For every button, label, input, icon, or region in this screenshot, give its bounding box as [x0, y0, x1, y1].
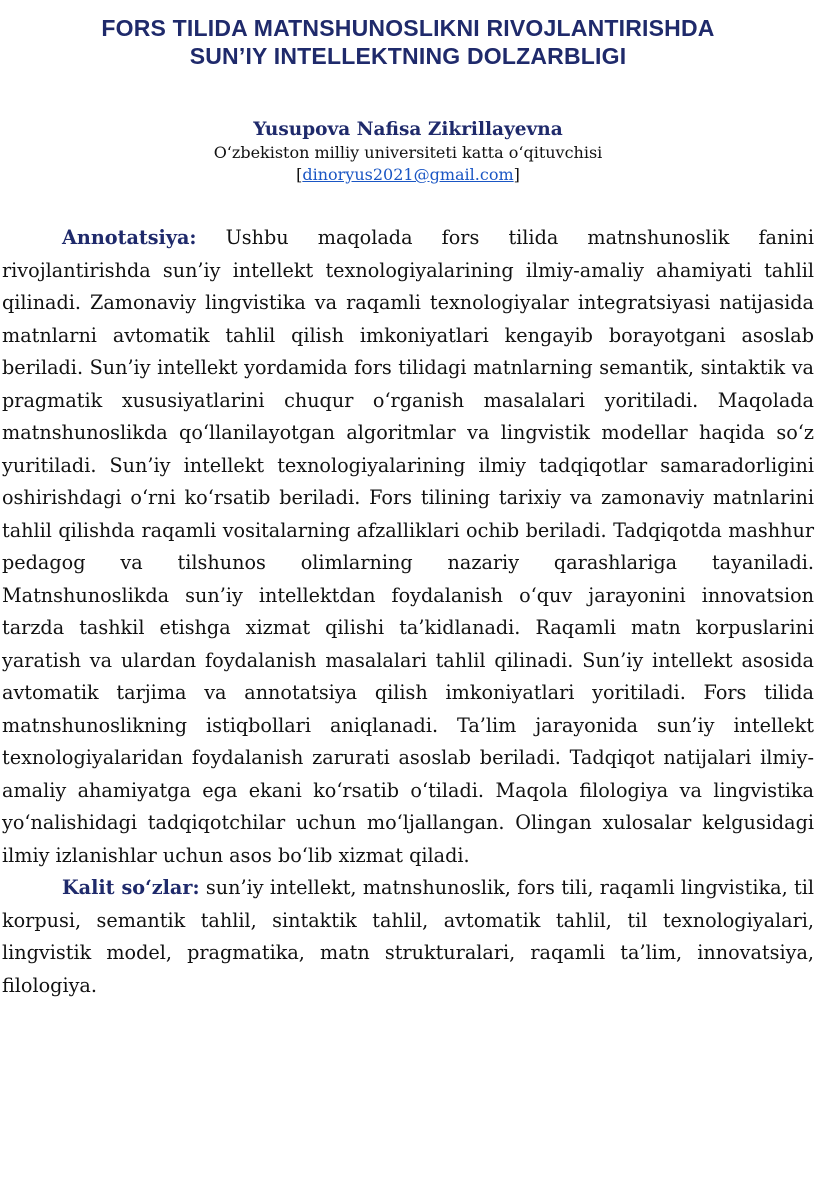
keywords-label: Kalit so‘zlar: [62, 876, 200, 899]
paper-title [2, 14, 814, 70]
email-close-bracket: ] [513, 165, 520, 184]
keywords-paragraph [2, 872, 814, 1002]
title-line-1: FORS TILIDA MATNSHUNOSLIKNI RIVOJLANTIRISHDA [101, 15, 715, 41]
keywords-text: sun’iy intellekt, matnshunoslik, fors tili, raqamli lingvistika, til korpusi, semantik tahlil, sintaktik tahlil, avtomatik tahlil, til texnologiyalari, lingvistik model, pragmatika, matn strukturalari, raqamli ta’lim, innovatsiya, filologiya. [2, 876, 814, 997]
author-email-line [2, 164, 814, 186]
abstract-label: Annotatsiya: [62, 226, 197, 249]
author-affiliation: O‘zbekiston milliy universiteti katta o‘qituvchisi [213, 143, 603, 162]
abstract-paragraph [2, 222, 814, 872]
abstract-text: Ushbu maqolada fors tilida matnshunoslik fanini rivojlantirishda sun’iy intellekt texnologiyalarining ilmiy-amaliy ahamiyati tahlil qilinadi. Zamonaviy lingvistika va raqamli texnologiyalar integratsiyasi natijasida matnlarni avtomatik tahlil qilish imkoniyatlari kengayib borayotgani asoslab beriladi. Sun’iy intellekt yordamida fors tilidagi matnlarning semantik, sintaktik va pragmatik xususiyatlarini chuqur o‘rganish masalalari yoritiladi. Maqolada matnshunoslikda qo‘llanilayotgan algoritmlar va lingvistik modellar haqida so‘z yuritiladi. Sun’iy intellekt texnologiyalarining ilmiy tadqiqotlar samaradorligini oshirishdagi o‘rni ko‘rsatib beriladi. Fors tilining tarixiy va zamonaviy matnlarini tahlil qilishda raqamli vositalarning afzalliklari ochib beriladi. Tadqiqotda mashhur pedagog va tilshunos olimlarning nazariy qarashlariga tayaniladi. Matnshunoslikda sun’iy intellektdan foydalanish o‘quv jarayonini innovatsion tarzda tashkil etishga xizmat qilishi ta’kidlanadi. Raqamli matn korpuslarini yaratish va ulardan foydalanish masalalari tahlil qilinadi. Sun’iy intellekt asosida avtomatik tarjima va annotatsiya qilish imkoniyatlari yoritiladi. Fors tilida matnshunoslikning istiqbollari aniqlanadi. Ta’lim jarayonida sun’iy intellekt texnologiyalaridan foydalanish zarurati asoslab beriladi. Tadqiqot natijalari ilmiy-amaliy ahamiyatga ega ekani ko‘rsatib o‘tiladi. Maqola filologiya va lingvistika yo‘nalishidagi tadqiqotchilar uchun mo‘ljallangan. Olingan xulosalar kelgusidagi ilmiy izlanishlar uchun asos bo‘lib xizmat qiladi. [2, 226, 814, 867]
title-line-2: SUN’IY INTELLEKTNING DOLZARBLIGI [189, 43, 627, 69]
author-name: Yusupova Nafisa Zikrillayevna [253, 119, 563, 140]
email-open-bracket: [ [296, 165, 303, 184]
email-link[interactable]: dinoryus2021@gmail.com [302, 165, 514, 184]
